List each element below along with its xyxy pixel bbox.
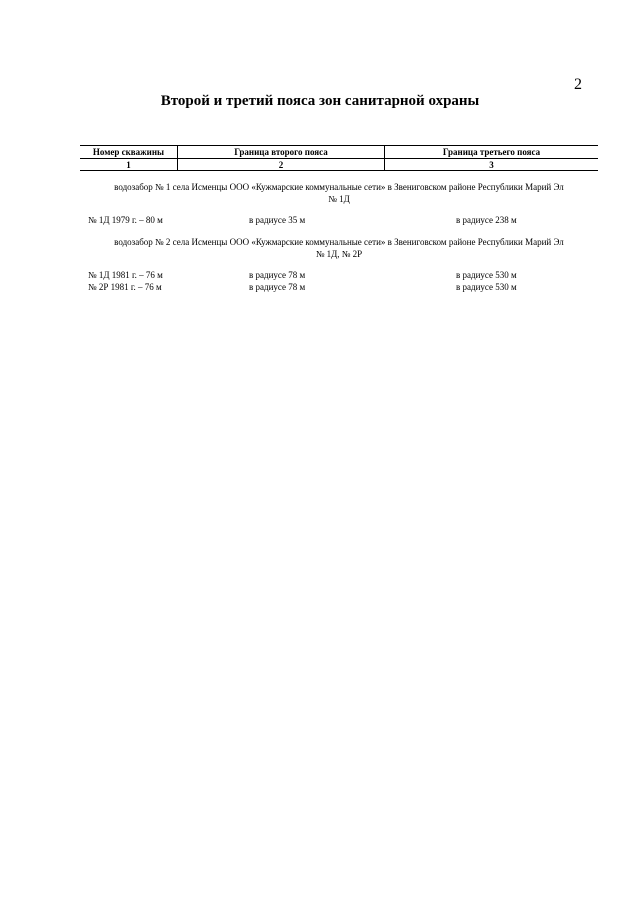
group-1-line2: № 1Д	[328, 194, 350, 204]
zone3-cell: в радиусе 530 м	[456, 270, 517, 280]
column-number-2: 2	[278, 159, 284, 170]
table-row	[88, 282, 598, 293]
header-row	[80, 145, 598, 159]
zone3-cell: в радиусе 238 м	[456, 215, 517, 225]
well-cell: № 2Р 1981 г. – 76 м	[88, 282, 162, 292]
zone2-cell: в радиусе 78 м	[249, 282, 306, 292]
header-well-number: Номер скважины	[92, 147, 165, 157]
group-1-line1: водозабор № 1 села Исменцы ООО «Кужмарские коммунальные сети» в Звениговском районе Республики Марий Эл	[114, 182, 564, 192]
header-third-zone: Граница третьего пояса	[442, 147, 541, 157]
table-row	[88, 215, 598, 226]
group-2-line2: № 1Д, № 2Р	[315, 249, 363, 259]
group-2-line1: водозабор № 2 села Исменцы ООО «Кужмарские коммунальные сети» в Звениговском районе Республики Марий Эл	[114, 237, 564, 247]
zone2-cell: в радиусе 78 м	[249, 270, 306, 280]
page-number: 2	[574, 76, 582, 93]
zone3-cell: в радиусе 530 м	[456, 282, 517, 292]
zone2-cell: в радиусе 35 м	[249, 215, 306, 225]
document-title: Второй и третий пояса зон санитарной охраны	[160, 93, 480, 109]
table-row	[88, 270, 598, 281]
column-number-row	[80, 159, 598, 171]
zones-table-header	[80, 145, 598, 171]
well-cell: № 1Д 1981 г. – 76 м	[88, 270, 163, 280]
header-second-zone: Граница второго пояса	[234, 147, 328, 157]
group-1-title	[80, 181, 598, 205]
column-number-3: 3	[489, 159, 494, 170]
group-2-title	[80, 236, 598, 260]
column-number-1: 1	[126, 159, 131, 170]
well-cell: № 1Д 1979 г. – 80 м	[88, 215, 163, 225]
